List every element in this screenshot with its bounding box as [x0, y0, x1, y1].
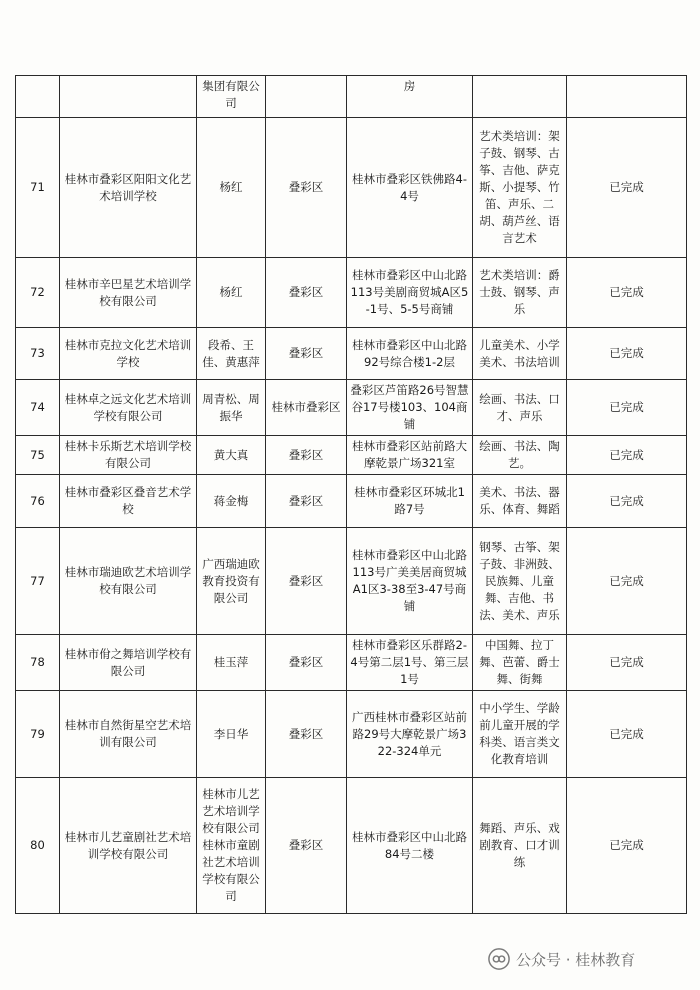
- watermark: [488, 948, 635, 970]
- status-cell: 已完成: [567, 528, 687, 635]
- table-row: [16, 436, 687, 475]
- address-cell: 广西桂林市叠彩区站前路29号大摩乾景广场322-324单元: [347, 691, 473, 778]
- table-row: [16, 380, 687, 436]
- table-cell: [567, 76, 687, 118]
- business-scope-cell: 艺术类培训：架子鼓、钢琴、古筝、吉他、萨克斯、小提琴、竹笛、声乐、二胡、葫芦丝、语言艺术: [473, 118, 567, 258]
- row-number-cell: 74: [16, 380, 60, 436]
- business-scope-cell: 中国舞、拉丁舞、芭蕾、爵士舞、街舞: [473, 635, 567, 691]
- table-row: [16, 475, 687, 528]
- address-cell: 房: [347, 76, 473, 118]
- row-number-cell: 73: [16, 328, 60, 380]
- business-scope-cell: 艺术类培训：爵士鼓、钢琴、声乐: [473, 258, 567, 328]
- watermark-text: 公众号 · 桂林教育: [516, 950, 636, 969]
- address-cell: 叠彩区芦笛路26号智慧谷17号楼103、104商铺: [347, 380, 473, 436]
- address-cell: 桂林市叠彩区中山北路113号广美美居商贸城A1区3-38至3-47号商铺: [347, 528, 473, 635]
- address-cell: 桂林市叠彩区中山北路113号美剧商贸城A区5-1号、5-5号商铺: [347, 258, 473, 328]
- table-row: [16, 328, 687, 380]
- school-name-cell: 桂林市儿艺童剧社艺术培训学校有限公司: [60, 778, 197, 914]
- business-scope-cell: 儿童美术、小学美术、书法培训: [473, 328, 567, 380]
- row-number-cell: 80: [16, 778, 60, 914]
- row-number-cell: 78: [16, 635, 60, 691]
- investor-cell: 桂玉萍: [197, 635, 266, 691]
- investor-cell: 周青松、周振华: [197, 380, 266, 436]
- table-header-fragment-row: [16, 76, 687, 118]
- status-cell: 已完成: [567, 258, 687, 328]
- status-cell: 已完成: [567, 436, 687, 475]
- district-cell: 叠彩区: [266, 528, 347, 635]
- district-cell: 叠彩区: [266, 691, 347, 778]
- status-cell: 已完成: [567, 635, 687, 691]
- row-number-cell: 76: [16, 475, 60, 528]
- district-cell: 叠彩区: [266, 436, 347, 475]
- table-cell: [473, 76, 567, 118]
- table-row: [16, 118, 687, 258]
- district-cell: 叠彩区: [266, 778, 347, 914]
- school-name-cell: 桂林卓之远文化艺术培训学校有限公司: [60, 380, 197, 436]
- investor-cell: 杨红: [197, 258, 266, 328]
- school-name-cell: 桂林市瑞迪欧艺术培训学校有限公司: [60, 528, 197, 635]
- row-number-cell: 71: [16, 118, 60, 258]
- investor-cell: 蒋金梅: [197, 475, 266, 528]
- school-name-cell: 桂林市叠彩区叠音艺术学校: [60, 475, 197, 528]
- status-cell: 已完成: [567, 475, 687, 528]
- business-scope-cell: 绘画、书法、陶艺。: [473, 436, 567, 475]
- row-number-cell: 72: [16, 258, 60, 328]
- school-name-cell: 桂林市叠彩区阳阳文化艺术培训学校: [60, 118, 197, 258]
- school-name-cell: 桂林卡乐斯艺术培训学校有限公司: [60, 436, 197, 475]
- business-scope-cell: 钢琴、古筝、架子鼓、非洲鼓、民族舞、儿童舞、吉他、书法、美术、声乐: [473, 528, 567, 635]
- district-cell: 叠彩区: [266, 258, 347, 328]
- table-cell: [16, 76, 60, 118]
- row-number-cell: 79: [16, 691, 60, 778]
- district-cell: 叠彩区: [266, 635, 347, 691]
- table-row: [16, 778, 687, 914]
- row-number-cell: 75: [16, 436, 60, 475]
- business-scope-cell: 中小学生、学龄前儿童开展的学科类、语言类文化教育培训: [473, 691, 567, 778]
- school-name-cell: 桂林市自然街星空艺术培训有限公司: [60, 691, 197, 778]
- district-cell: 桂林市叠彩区: [266, 380, 347, 436]
- status-cell: 已完成: [567, 328, 687, 380]
- school-name-cell: 桂林市克拉文化艺术培训学校: [60, 328, 197, 380]
- address-cell: 桂林市叠彩区乐群路2-4号第二层1号、第三层1号: [347, 635, 473, 691]
- address-cell: 桂林市叠彩区站前路大摩乾景广场321室: [347, 436, 473, 475]
- training-school-table: [15, 75, 687, 914]
- wechat-official-account-icon: [488, 948, 510, 970]
- table-cell: [266, 76, 347, 118]
- business-scope-cell: 绘画、书法、口才、声乐: [473, 380, 567, 436]
- school-name-cell: 桂林市佾之舞培训学校有限公司: [60, 635, 197, 691]
- district-cell: 叠彩区: [266, 475, 347, 528]
- status-cell: 已完成: [567, 118, 687, 258]
- investor-cell: 李日华: [197, 691, 266, 778]
- table-row: [16, 691, 687, 778]
- status-cell: 已完成: [567, 691, 687, 778]
- address-cell: 桂林市叠彩区中山北路92号综合楼1-2层: [347, 328, 473, 380]
- table-cell: [60, 76, 197, 118]
- address-cell: 桂林市叠彩区环城北1路7号: [347, 475, 473, 528]
- investor-cell: 广西瑞迪欧教育投资有限公司: [197, 528, 266, 635]
- investor-cell: 杨红: [197, 118, 266, 258]
- business-scope-cell: 美术、书法、器乐、体育、舞蹈: [473, 475, 567, 528]
- address-cell: 桂林市叠彩区铁佛路4-4号: [347, 118, 473, 258]
- table-row: [16, 528, 687, 635]
- address-cell: 桂林市叠彩区中山北路84号二楼: [347, 778, 473, 914]
- district-cell: 叠彩区: [266, 118, 347, 258]
- table-row: [16, 635, 687, 691]
- status-cell: 已完成: [567, 778, 687, 914]
- investor-cell: 桂林市儿艺艺术培训学校有限公司桂林市童剧社艺术培训学校有限公司: [197, 778, 266, 914]
- investor-cell: 段希、王佳、黄惠萍: [197, 328, 266, 380]
- school-name-cell: 桂林市辛巴星艺术培训学校有限公司: [60, 258, 197, 328]
- district-cell: 叠彩区: [266, 328, 347, 380]
- business-scope-cell: 舞蹈、声乐、戏剧教育、口才训练: [473, 778, 567, 914]
- row-number-cell: 77: [16, 528, 60, 635]
- status-cell: 已完成: [567, 380, 687, 436]
- table-row: [16, 258, 687, 328]
- investor-cell: 集团有限公司: [197, 76, 266, 118]
- investor-cell: 黄大真: [197, 436, 266, 475]
